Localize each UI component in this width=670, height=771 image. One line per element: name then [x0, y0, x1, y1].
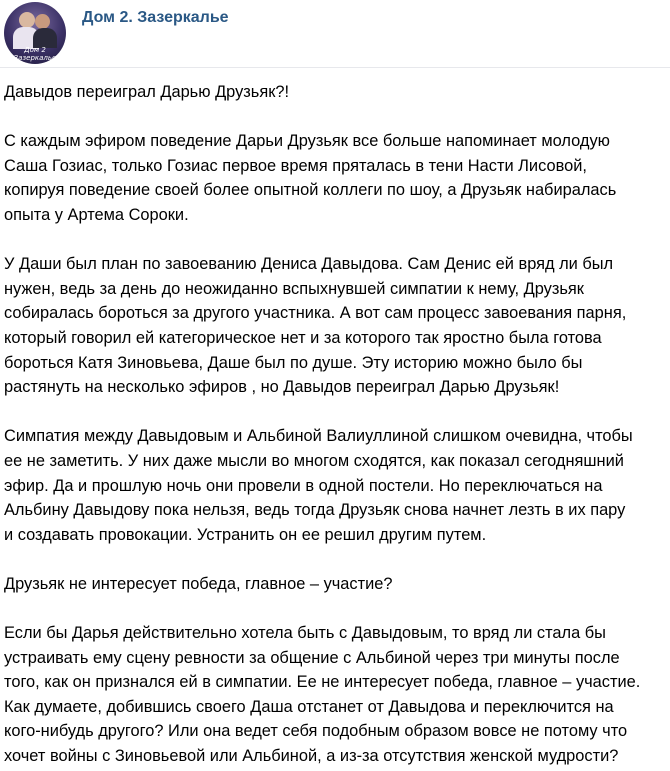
group-name-link[interactable]: Дом 2. Зазеркалье: [82, 9, 229, 26]
paragraph-line: эфир. Да и прошлую ночь они провели в одной постели. Но переключаться на: [4, 476, 603, 495]
paragraph-line: собиралась бороться за другого участника. А вот сам процесс завоевания парня,: [4, 304, 627, 323]
avatar-face-right: [35, 14, 50, 29]
paragraph-line: копируя поведение своей более опытной коллеги по шоу, а Друзьяк набиралась: [4, 181, 617, 200]
avatar-body-right: [33, 28, 57, 48]
avatar-face-left: [19, 12, 35, 28]
paragraph-line: устраивать ему сцену ревности за общение с Альбиной через три минуты после: [4, 648, 620, 667]
paragraph-line: опыта у Артема Сороки.: [4, 205, 189, 224]
paragraph-line: который говорил ей категорическое нет и за которого так яростно была готова: [4, 328, 602, 347]
post-subtitle: Друзьяк не интересует победа, главное – участие?: [4, 574, 393, 593]
paragraph-line: нужен, ведь за день до неожиданно вспыхнувшей симпатии к нему, Друзьяк: [4, 279, 584, 298]
paragraph-line: Если бы Дарья действительно хотела быть с Давыдовым, то вряд ли стала бы: [4, 624, 606, 643]
paragraph-line: хочет войны с Зиновьевой или Альбиной, а из-за отсутствия женской мудрости?: [4, 747, 619, 766]
paragraph-line: Как думаете, добившись своего Даша отстанет от Давыдова и переключится на: [4, 697, 614, 716]
avatar-logo-text: Дом 2 Зазеркалье: [13, 46, 57, 62]
paragraph-line: Саша Гозиас, только Гозиас первое время пряталась в тени Насти Лисовой,: [4, 156, 587, 175]
paragraph-line: Симпатия между Давыдовым и Альбиной Валиуллиной слишком очевидна, чтобы: [4, 427, 633, 446]
paragraph-4: [4, 621, 666, 769]
post-header: [0, 0, 670, 68]
paragraph-line: У Даши был план по завоеванию Дениса Давыдова. Сам Денис ей вряд ли был: [4, 255, 614, 274]
paragraph-line: Альбину Давыдову пока нельзя, ведь тогда Друзьяк снова начнет лезть в их пару: [4, 501, 626, 520]
paragraph-line: растянуть на несколько эфиров , но Давыдов переиграл Дарью Друзьяк!: [4, 378, 560, 397]
paragraph-3: [4, 424, 666, 547]
paragraph-line: того, как он признался ей в симпатии. Ее не интересует победа, главное – участие.: [4, 673, 641, 692]
post-body: [0, 80, 670, 769]
paragraph-1: [4, 129, 666, 227]
paragraph-line: ее не заметить. У них даже мысли во многом сходятся, как показал сегодняшний: [4, 451, 624, 470]
group-avatar[interactable]: [4, 2, 66, 64]
paragraph-line: и создавать провокации. Устранить он ее решил другим путем.: [4, 525, 487, 544]
post-title: Давыдов переиграл Дарью Друзьяк?!: [4, 83, 290, 101]
paragraph-2: [4, 252, 666, 400]
paragraph-line: С каждым эфиром поведение Дарьи Друзьяк все больше напоминает молодую: [4, 132, 610, 151]
paragraph-line: бороться Катя Зиновьева, Даше был по душе. Эту историю можно было бы: [4, 353, 583, 372]
paragraph-line: кого-нибудь другого? Или она ведет себя подобным образом вовсе не потому что: [4, 722, 628, 741]
